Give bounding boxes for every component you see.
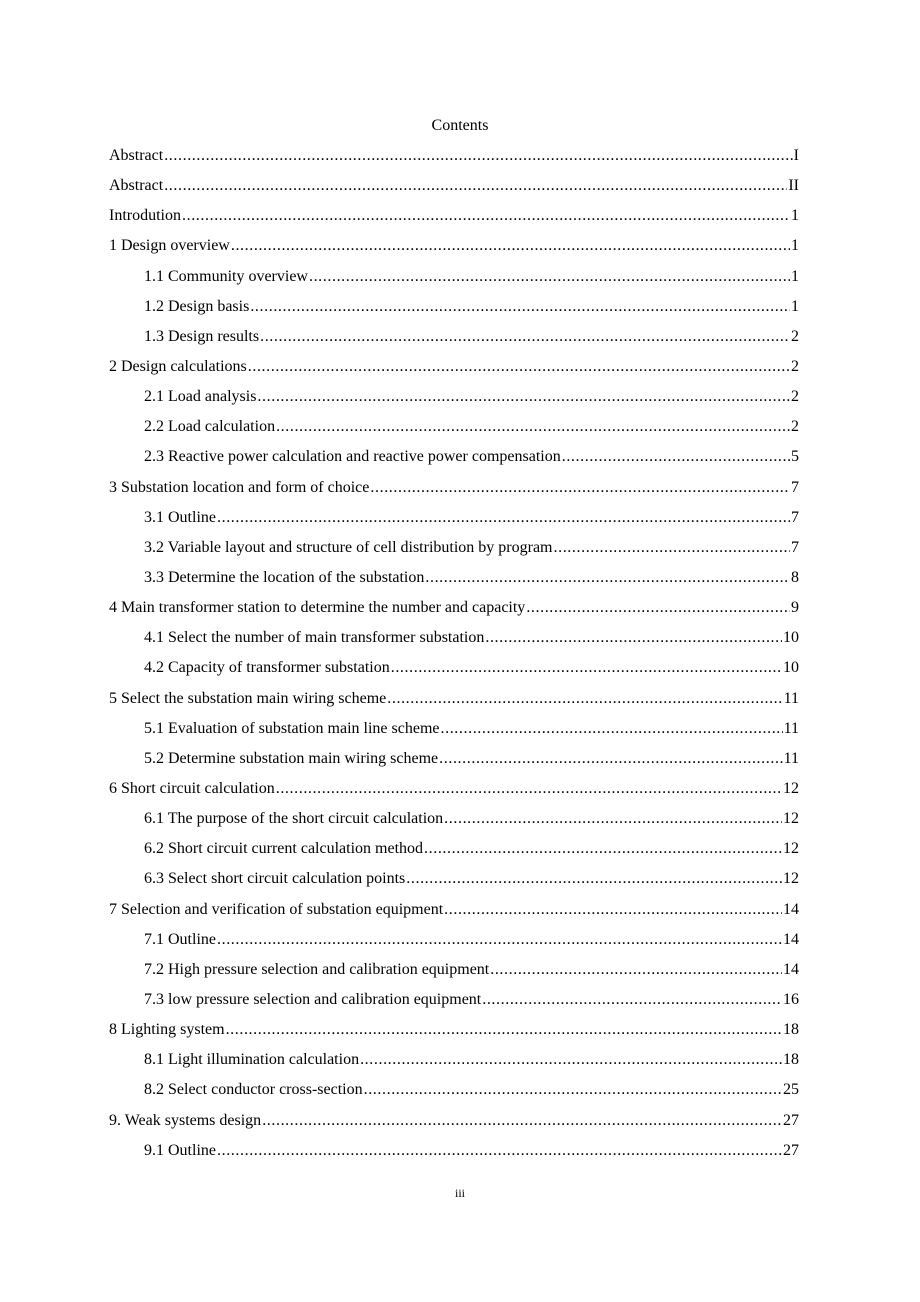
toc-entry-page: 1 xyxy=(791,207,799,225)
toc-entry-page: 10 xyxy=(783,629,799,647)
toc-dot-leader xyxy=(554,537,791,559)
toc-entry-page: 2 xyxy=(791,327,799,345)
toc-entry-page: 1 xyxy=(791,267,799,285)
toc-entry-label: Introdution xyxy=(109,207,181,225)
toc-entry-label: 8 Lighting system xyxy=(109,1021,225,1039)
page-number: iii xyxy=(454,1186,465,1200)
toc-dot-leader xyxy=(490,959,782,981)
toc-entry[interactable] xyxy=(109,1019,799,1049)
toc-entry[interactable] xyxy=(109,778,799,808)
toc-entry-label: 9.1 Outline xyxy=(144,1141,216,1159)
toc-entry[interactable] xyxy=(109,356,799,386)
toc-entry-page: 7 xyxy=(791,478,799,496)
toc-entry[interactable] xyxy=(109,1140,799,1170)
toc-entry-label: 7.3 low pressure selection and calibration equipment xyxy=(144,990,482,1008)
toc-dot-leader xyxy=(425,567,790,589)
toc-entry-label: 7.2 High pressure selection and calibration equipment xyxy=(144,960,490,978)
toc-entry-label: 9. Weak systems design xyxy=(109,1111,262,1129)
toc-entry-page: 1 xyxy=(791,297,799,315)
toc-entry-page: 1 xyxy=(791,237,799,255)
toc-entry-label: 2.2 Load calculation xyxy=(144,418,276,436)
toc-entry-page: 2 xyxy=(791,388,799,406)
toc-entry-label: 1.1 Community overview xyxy=(144,267,308,285)
toc-entry-label: 2.1 Load analysis xyxy=(144,388,257,406)
toc-entry-label: 7.1 Outline xyxy=(144,930,216,948)
toc-dot-leader xyxy=(387,688,782,710)
toc-dot-leader xyxy=(406,868,782,890)
toc-entry-page: 14 xyxy=(783,930,799,948)
toc-entry-page: 14 xyxy=(783,900,799,918)
toc-entry-page: 16 xyxy=(783,990,799,1008)
toc-dot-leader xyxy=(217,1140,782,1162)
toc-entry[interactable] xyxy=(109,507,799,537)
toc-dot-leader xyxy=(439,748,782,770)
toc-dot-leader xyxy=(276,778,782,800)
toc-entry-label: 4.1 Select the number of main transformer substation xyxy=(144,629,485,647)
toc-dot-leader xyxy=(231,235,790,257)
toc-entry-page: 27 xyxy=(783,1141,799,1159)
toc-dot-leader xyxy=(276,416,790,438)
toc-entry[interactable] xyxy=(109,748,799,778)
toc-entry[interactable] xyxy=(109,235,799,265)
toc-entry-label: 6 Short circuit calculation xyxy=(109,779,275,797)
toc-entry[interactable] xyxy=(109,386,799,416)
toc-entry[interactable] xyxy=(109,205,799,235)
toc-entry-label: 3 Substation location and form of choice xyxy=(109,478,370,496)
toc-entry-page: 14 xyxy=(783,960,799,978)
toc-dot-leader xyxy=(164,175,787,197)
toc-dot-leader xyxy=(391,657,782,679)
page-title: Contents xyxy=(431,117,489,134)
toc-entry-page: 7 xyxy=(791,538,799,556)
toc-entry[interactable] xyxy=(109,868,799,898)
toc-entry-label: 8.1 Light illumination calculation xyxy=(144,1051,360,1069)
toc-entry-page: 27 xyxy=(783,1111,799,1129)
toc-entry[interactable] xyxy=(109,326,799,356)
toc-entry-page: 12 xyxy=(783,810,799,828)
toc-entry[interactable] xyxy=(109,567,799,597)
table-of-contents xyxy=(109,145,799,1170)
toc-entry-page: 12 xyxy=(783,840,799,858)
toc-entry-page: 11 xyxy=(783,749,799,767)
toc-entry[interactable] xyxy=(109,1079,799,1109)
toc-entry-page: 18 xyxy=(783,1021,799,1039)
toc-entry-label: 5 Select the substation main wiring scheme xyxy=(109,689,387,707)
toc-dot-leader xyxy=(441,718,783,740)
toc-entry-page: 12 xyxy=(783,779,799,797)
toc-dot-leader xyxy=(217,507,790,529)
toc-entry-page: 18 xyxy=(783,1051,799,1069)
toc-entry[interactable] xyxy=(109,838,799,868)
toc-entry[interactable] xyxy=(109,959,799,989)
toc-dot-leader xyxy=(260,326,790,348)
toc-entry-label: 3.1 Outline xyxy=(144,508,216,526)
toc-dot-leader xyxy=(309,266,790,288)
toc-entry[interactable] xyxy=(109,899,799,929)
toc-entry-label: 5.2 Determine substation main wiring scheme xyxy=(144,749,439,767)
toc-entry-label: 7 Selection and verification of substation equipment xyxy=(109,900,444,918)
toc-entry-page: 11 xyxy=(783,719,799,737)
toc-entry[interactable] xyxy=(109,808,799,838)
toc-entry[interactable] xyxy=(109,416,799,446)
toc-entry[interactable] xyxy=(109,627,799,657)
toc-dot-leader xyxy=(164,145,792,167)
toc-entry-page: 2 xyxy=(791,418,799,436)
toc-entry-label: 2.3 Reactive power calculation and reactive power compensation xyxy=(144,448,561,466)
toc-entry[interactable] xyxy=(109,145,799,175)
toc-entry[interactable] xyxy=(109,929,799,959)
toc-entry[interactable] xyxy=(109,1049,799,1079)
toc-entry-page: 9 xyxy=(791,599,799,617)
toc-entry-label: 8.2 Select conductor cross-section xyxy=(144,1081,363,1099)
toc-dot-leader xyxy=(562,446,790,468)
toc-dot-leader xyxy=(360,1049,782,1071)
toc-entry[interactable] xyxy=(109,688,799,718)
toc-entry[interactable] xyxy=(109,537,799,567)
toc-entry-label: 2 Design calculations xyxy=(109,357,247,375)
toc-entry[interactable] xyxy=(109,657,799,687)
toc-dot-leader xyxy=(182,205,790,227)
toc-entry[interactable] xyxy=(109,175,799,205)
toc-dot-leader xyxy=(217,929,782,951)
toc-entry-label: Abstract xyxy=(109,147,164,164)
toc-dot-leader xyxy=(250,296,790,318)
toc-entry[interactable] xyxy=(109,597,799,627)
toc-entry-label: 5.1 Evaluation of substation main line scheme xyxy=(144,719,440,737)
toc-dot-leader xyxy=(526,597,790,619)
toc-entry-label: 6.3 Select short circuit calculation points xyxy=(144,870,406,888)
toc-entry-page: I xyxy=(793,147,799,164)
toc-entry[interactable] xyxy=(109,989,799,1019)
toc-entry-page: 10 xyxy=(783,659,799,677)
toc-dot-leader xyxy=(226,1019,782,1041)
toc-dot-leader xyxy=(485,627,782,649)
toc-dot-leader xyxy=(370,477,790,499)
toc-entry-page: 2 xyxy=(791,357,799,375)
toc-entry-label: 1.2 Design basis xyxy=(144,297,250,315)
toc-entry-label: 4 Main transformer station to determine the number and capacity xyxy=(109,599,526,617)
toc-entry-label: Abstract xyxy=(109,177,164,195)
toc-entry-label: 6.1 The purpose of the short circuit calculation xyxy=(144,810,444,828)
toc-entry[interactable] xyxy=(109,477,799,507)
toc-dot-leader xyxy=(424,838,782,860)
toc-entry-page: 25 xyxy=(783,1081,799,1099)
toc-entry[interactable] xyxy=(109,1110,799,1140)
toc-entry-page: II xyxy=(788,177,799,195)
toc-entry-label: 3.2 Variable layout and structure of cell distribution by program xyxy=(144,538,553,556)
toc-dot-leader xyxy=(482,989,782,1011)
toc-entry-label: 1.3 Design results xyxy=(144,327,260,345)
toc-entry[interactable] xyxy=(109,446,799,476)
toc-dot-leader xyxy=(444,808,782,830)
toc-dot-leader xyxy=(248,356,790,378)
toc-entry[interactable] xyxy=(109,266,799,296)
toc-dot-leader xyxy=(444,899,782,921)
toc-entry-label: 3.3 Determine the location of the substation xyxy=(144,568,425,586)
toc-entry-page: 8 xyxy=(791,568,799,586)
toc-entry-label: 6.2 Short circuit current calculation method xyxy=(144,840,424,858)
toc-entry-label: 4.2 Capacity of transformer substation xyxy=(144,659,390,677)
toc-entry-page: 12 xyxy=(783,870,799,888)
toc-entry-page: 11 xyxy=(783,689,799,707)
toc-entry-label: 1 Design overview xyxy=(109,237,230,255)
toc-entry[interactable] xyxy=(109,296,799,326)
toc-entry[interactable] xyxy=(109,718,799,748)
toc-entry-page: 7 xyxy=(791,508,799,526)
toc-dot-leader xyxy=(262,1110,782,1132)
toc-entry-page: 5 xyxy=(791,448,799,466)
toc-dot-leader xyxy=(364,1079,782,1101)
toc-dot-leader xyxy=(257,386,790,408)
